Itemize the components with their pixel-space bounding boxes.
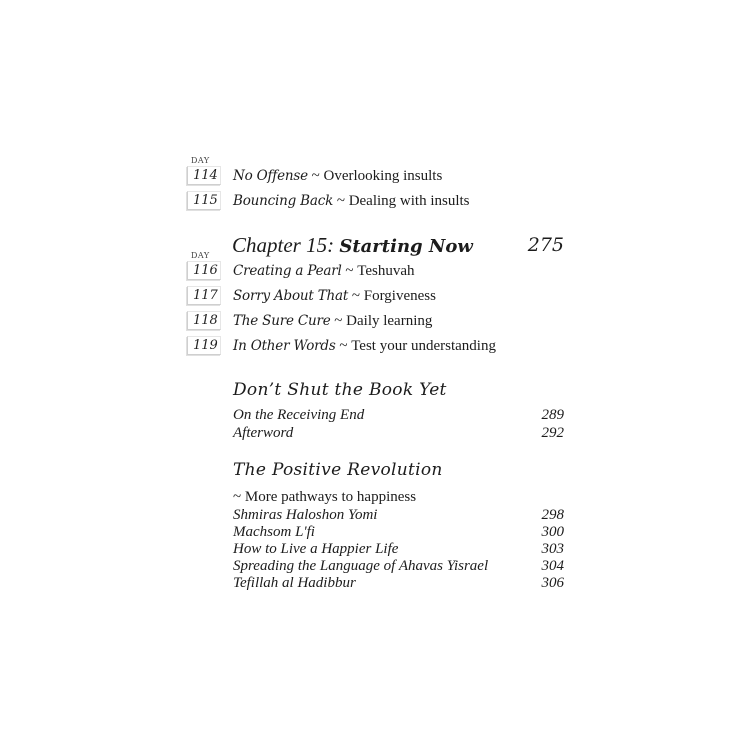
day-number-box: 118 — [187, 311, 221, 330]
section-heading[interactable]: The Positive Revolution — [233, 460, 443, 480]
day-number-box: 114 — [187, 166, 221, 185]
entry-title: In Other Words — [233, 338, 336, 354]
subtitle-text: ~ More pathways to happiness — [233, 489, 417, 505]
row-page-number: 306 — [541, 575, 564, 591]
section-subtitle — [233, 488, 564, 506]
toc-row[interactable] — [233, 406, 564, 424]
chapter-heading[interactable] — [232, 232, 473, 260]
entry-description: Teshuvah — [357, 263, 415, 279]
toc-entry[interactable] — [233, 337, 496, 355]
row-label: Shmiras Haloshon Yomi — [233, 507, 378, 523]
row-page-number: 292 — [541, 425, 564, 441]
row-page-number: 289 — [541, 407, 564, 423]
entry-description: Dealing with insults — [348, 193, 470, 209]
entry-title: Bouncing Back — [233, 193, 334, 209]
entry-separator: ~ — [351, 288, 360, 304]
entry-title: Creating a Pearl — [233, 263, 342, 279]
row-page-number: 298 — [541, 507, 564, 523]
entry-separator: ~ — [345, 263, 354, 279]
row-page-number: 300 — [541, 524, 564, 540]
day-number-box: 116 — [187, 261, 221, 280]
toc-entry[interactable] — [233, 312, 432, 330]
entry-title: Sorry About That — [233, 288, 349, 304]
entry-description: Overlooking insults — [323, 168, 443, 184]
entry-title: No Offense — [233, 168, 308, 184]
day-label: DAY — [191, 251, 210, 260]
entry-description: Forgiveness — [363, 288, 436, 304]
day-label: DAY — [191, 156, 210, 165]
toc-entry[interactable] — [233, 167, 442, 185]
entry-separator: ~ — [339, 338, 348, 354]
entry-description: Test your understanding — [351, 338, 496, 354]
toc-row[interactable] — [233, 574, 564, 592]
toc-entry[interactable] — [233, 262, 415, 280]
toc-entry[interactable] — [233, 192, 470, 210]
chapter-page-number: 275 — [527, 234, 564, 256]
day-number-box: 117 — [187, 286, 221, 305]
toc-row[interactable] — [233, 540, 564, 558]
row-page-number: 304 — [541, 558, 564, 574]
chapter-name: Starting Now — [339, 236, 473, 257]
entry-separator: ~ — [334, 313, 343, 329]
toc-entry[interactable] — [233, 287, 436, 305]
toc-row[interactable] — [233, 557, 564, 575]
row-label: Machsom L'fi — [233, 524, 315, 540]
row-label: How to Live a Happier Life — [233, 541, 399, 557]
entry-separator: ~ — [336, 193, 345, 209]
entry-description: Daily learning — [346, 313, 433, 329]
toc-row[interactable] — [233, 506, 564, 524]
row-label: Afterword — [233, 425, 294, 441]
section-heading[interactable]: Don’t Shut the Book Yet — [233, 380, 447, 400]
toc-row[interactable] — [233, 424, 564, 442]
row-label: On the Receiving End — [233, 407, 365, 423]
entry-title: The Sure Cure — [233, 313, 331, 329]
toc-row[interactable] — [233, 523, 564, 541]
entry-separator: ~ — [311, 168, 320, 184]
row-page-number: 303 — [541, 541, 564, 557]
row-label: Spreading the Language of Ahavas Yisrael — [233, 558, 489, 574]
day-number-box: 115 — [187, 191, 221, 210]
chapter-number: Chapter 15: — [232, 233, 335, 257]
row-label: Tefillah al Hadibbur — [233, 575, 356, 591]
day-number-box: 119 — [187, 336, 221, 355]
